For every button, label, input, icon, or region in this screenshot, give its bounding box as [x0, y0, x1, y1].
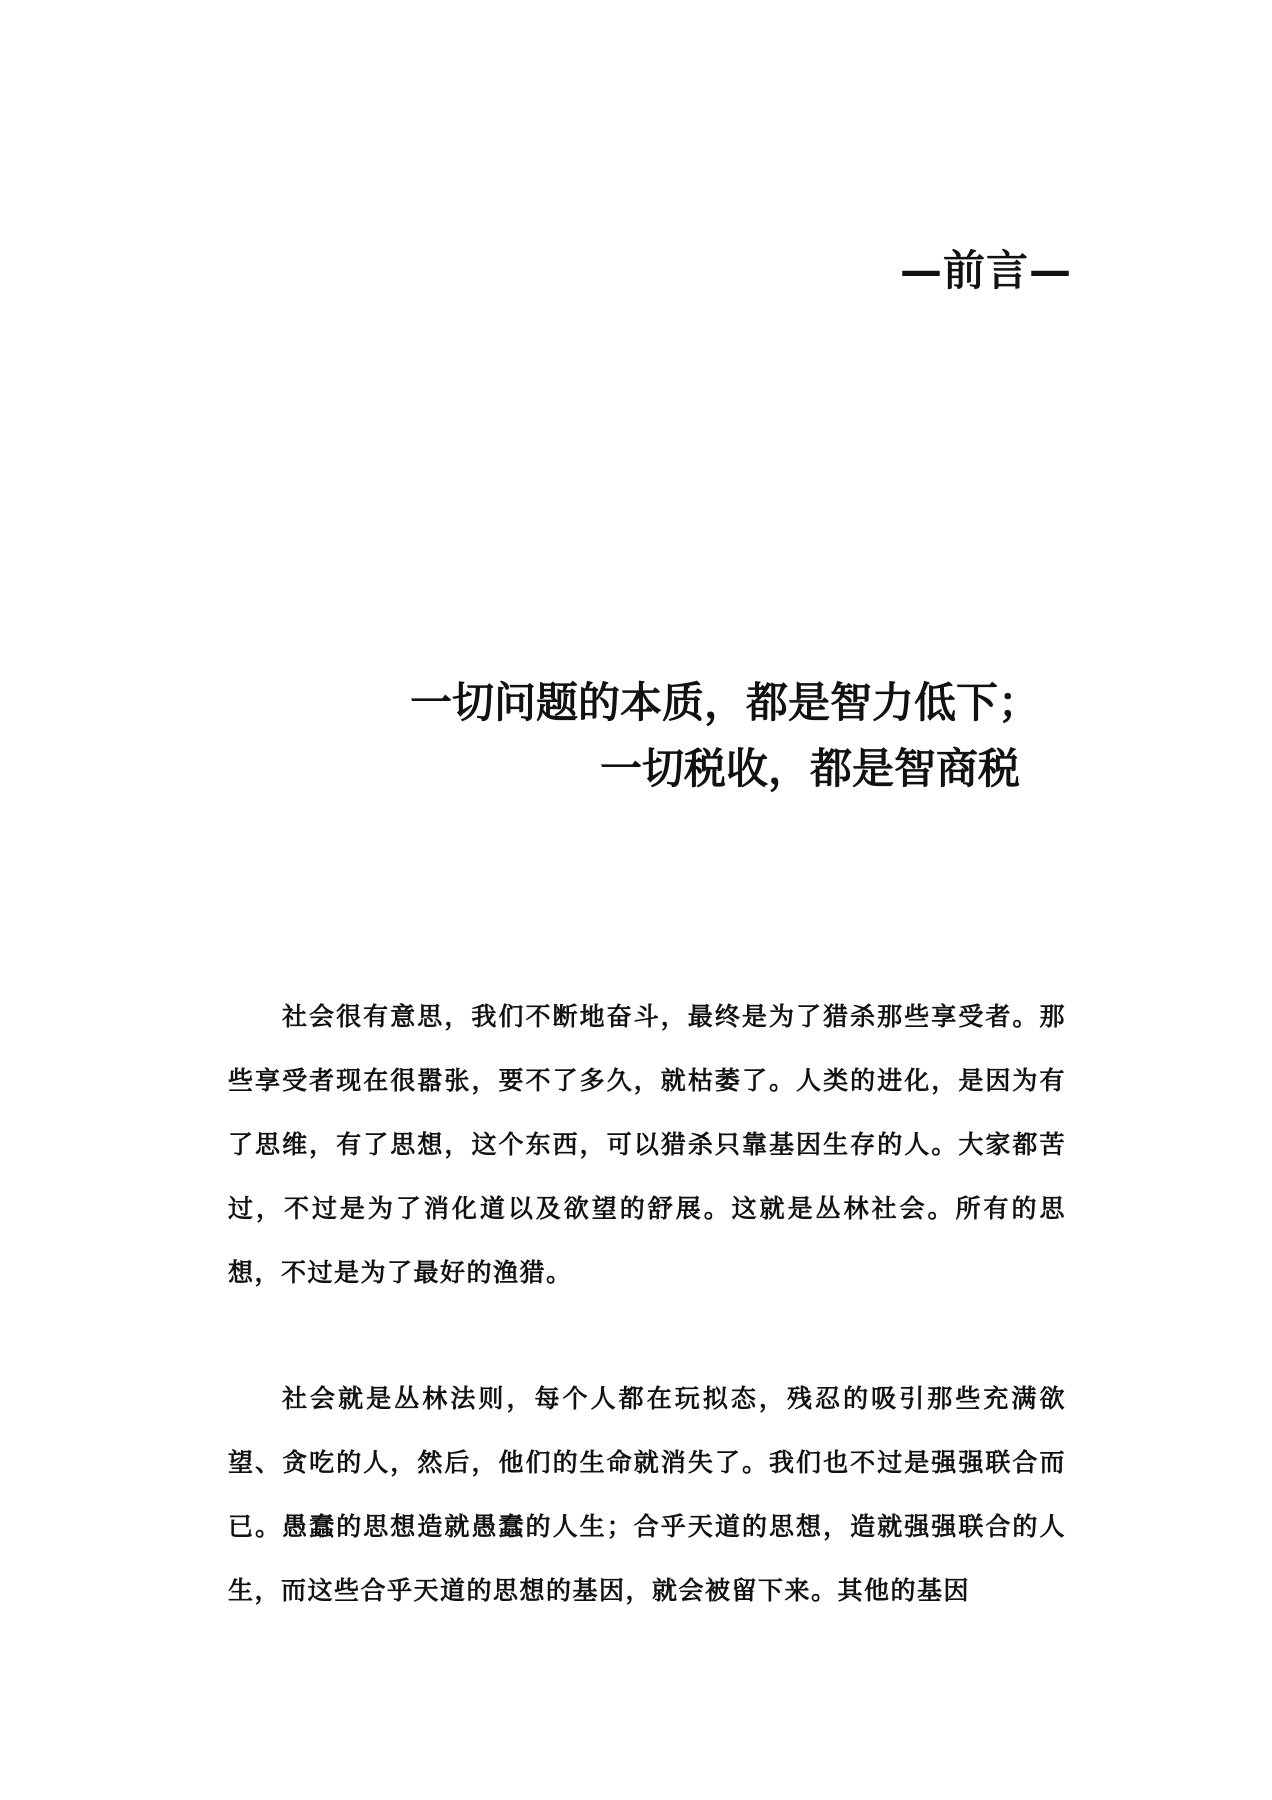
- body-text: [228, 985, 1066, 1623]
- epigraph-line-1: 一切问题的本质，都是智力低下；: [409, 678, 1040, 727]
- epigraph-line-2: 一切税收，都是智商税: [599, 744, 1020, 793]
- paragraph-1: 社会很有意思，我们不断地奋斗，最终是为了猎杀那些享受者。那些享受者现在很嚣张，要不了多久，就枯萎了。人类的进化，是因为有了思维，有了思想，这个东西，可以猎杀只靠基因生存的人。大家都苦过，不过是为了消化道以及欲望的舒展。这就是丛林社会。所有的思想，不过是为了最好的渔猎。: [228, 1002, 1066, 1287]
- paragraph-2: 社会就是丛林法则，每个人都在玩拟态，残忍的吸引那些充满欲望、贪吃的人，然后，他们的生命就消失了。我们也不过是强强联合而已。愚蠢的思想造就愚蠢的人生；合乎天道的思想，造就强强联合的人生，而这些合乎天道的思想的基因，就会被留下来。其他的基因: [228, 1384, 1066, 1605]
- epigraph: [300, 670, 1050, 802]
- chapter-title: —前言—: [899, 246, 1072, 295]
